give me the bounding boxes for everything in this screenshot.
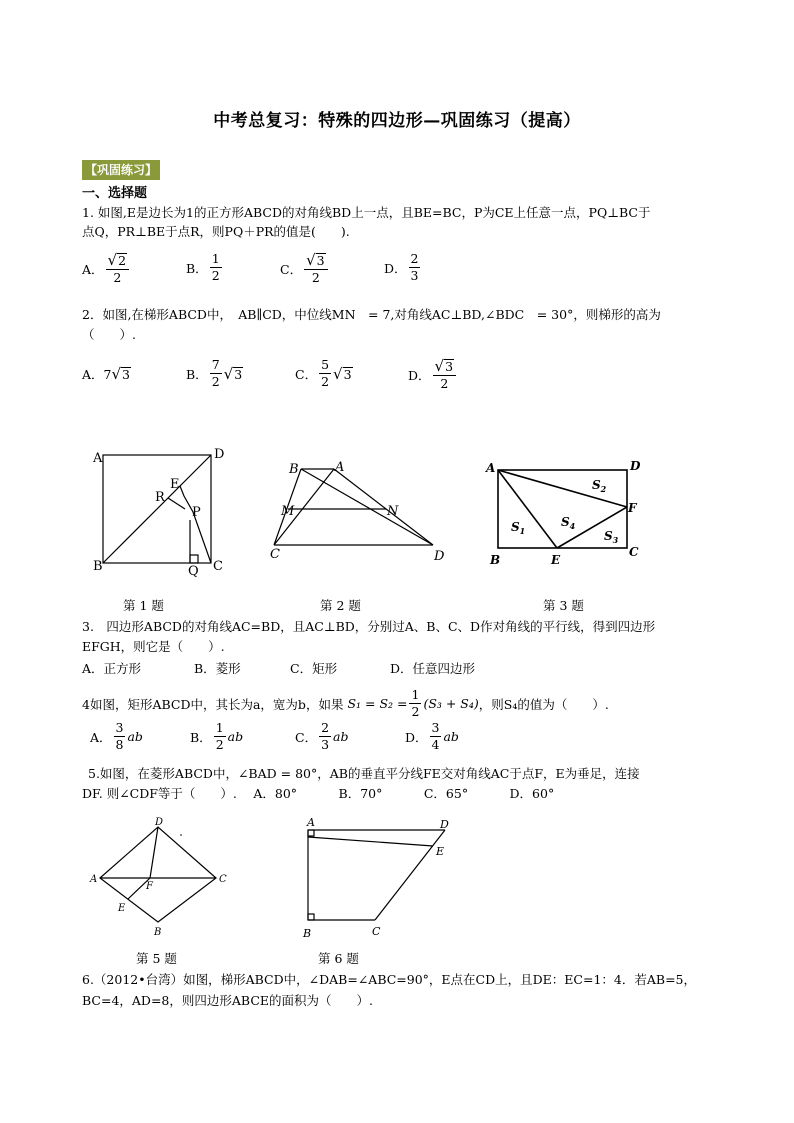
- fig3-label-s3: $S_3$: [604, 529, 619, 545]
- fig2-label-m: M: [281, 504, 295, 519]
- figure-6: [308, 830, 445, 920]
- q4-option-b: [190, 721, 243, 752]
- numerator: 3: [431, 720, 440, 735]
- radicand: 3: [316, 253, 325, 268]
- fig1-right-angle-mark: [190, 555, 198, 563]
- q5-line2: DF. 则∠CDF等于（ ）. A．80° B．70° C．65° D．60°: [82, 786, 555, 801]
- numerator: 7: [211, 357, 220, 372]
- fig1-label-r: R: [155, 490, 165, 505]
- variable: ab: [127, 729, 143, 744]
- fig2-caption: 第 2 题: [320, 598, 361, 613]
- fraction: √ 3 2: [304, 252, 328, 285]
- option-label: A．: [82, 261, 104, 277]
- q4-option-d: [405, 721, 459, 752]
- fig2-labels: [270, 460, 445, 564]
- q2-option-a: A． 7 √ 3: [82, 365, 130, 383]
- fig5-caption: 第 5 题: [136, 951, 177, 966]
- denominator: 2: [215, 737, 224, 752]
- q3-option-b: B．菱形: [194, 661, 241, 676]
- q2-option-c: C． $\frac{5}{2}$ √ 3: [295, 357, 352, 389]
- fig3-label-s4: $S_4$: [561, 515, 576, 531]
- option-label: B．: [186, 260, 208, 276]
- denominator: 8: [115, 737, 124, 752]
- q3-line2: EFGH，则它是（ ）.: [82, 639, 225, 654]
- denominator: 2: [211, 268, 220, 283]
- fig5-label-a: A: [90, 874, 98, 885]
- fig6-label-b: B: [303, 927, 312, 940]
- q4-equation-tail: (S₃ + S₄): [423, 696, 479, 711]
- radicand: 3: [445, 359, 454, 374]
- fig3-segment-ae: [498, 470, 557, 548]
- q2-line2: （ ）.: [82, 327, 136, 342]
- fig6-caption: 第 6 题: [318, 951, 359, 966]
- fig1-label-d: D: [214, 447, 225, 462]
- fig6-label-c: C: [372, 925, 381, 938]
- q5-line1: 5.如图，在菱形ABCD中，∠BAD = 80°，AB的垂直平分线FE交对角线AC于点F，E为垂足，连接: [88, 766, 640, 781]
- denominator: 2: [411, 704, 420, 719]
- q2-option-b: B． $\frac{7}{2}$ √ 3: [186, 357, 243, 389]
- fig6-right-angle-a: [308, 830, 314, 836]
- option-label: C．: [295, 366, 318, 382]
- fig1-label-e: E: [170, 477, 180, 492]
- radicand: 2: [118, 253, 127, 268]
- fig3-label-s1: $S_1$: [511, 520, 526, 536]
- fraction: [409, 688, 421, 719]
- q6-line1: 6.（2012•台湾）如图，梯形ABCD中，∠DAB=∠ABC=90°，E点在CD上，且DE：EC=1：4．若AB=5，: [82, 972, 697, 987]
- denominator: 2: [311, 270, 320, 285]
- fraction: √ 2 2: [106, 252, 130, 285]
- denominator: 2: [440, 376, 449, 391]
- fig3-label-d: D: [630, 459, 641, 473]
- section-heading: 一、选择题: [82, 186, 148, 201]
- numerator: 2: [321, 720, 330, 735]
- q3-option-c: C．矩形: [290, 661, 338, 676]
- fig3-label-s2: $S_2$: [592, 478, 607, 494]
- numerator: 1: [411, 687, 420, 702]
- q6-line2: BC=4，AD=8，则四边形ABCE的面积为（ ）.: [82, 993, 373, 1008]
- fig6-label-a: A: [307, 816, 315, 829]
- fig2-label-b: B: [289, 462, 299, 477]
- q1-line2: 点Q，PR⊥BE于点R，则PQ＋PR的值是( ).: [82, 224, 350, 239]
- fig1-label-b: B: [93, 559, 103, 574]
- fraction: √ 3 2: [433, 358, 457, 391]
- fig3-label-b: B: [490, 553, 501, 567]
- option-label: C．: [280, 261, 303, 277]
- option-label: D．: [405, 729, 428, 745]
- variable: ab: [443, 729, 459, 744]
- fig2-diagonal-bd: [301, 469, 433, 545]
- fig5-label-f: F: [146, 881, 153, 892]
- fig6-label-d: D: [440, 818, 449, 831]
- q4-line: [82, 688, 609, 719]
- fig1-labels: [92, 447, 224, 579]
- numerator: 5: [321, 357, 330, 372]
- fig5-label-b: B: [154, 927, 162, 938]
- radicand: 3: [122, 367, 130, 382]
- fig3-label-f: F: [628, 501, 637, 515]
- fig3-caption: 第 3 题: [543, 598, 584, 613]
- option-label: C．: [295, 729, 318, 745]
- numerator: 1: [211, 251, 220, 266]
- fig5-label-d: D: [155, 817, 164, 828]
- radicand: 3: [234, 366, 243, 382]
- fig3-label-a: A: [486, 461, 496, 475]
- q2-line1: 2．如图,在梯形ABCD中， AB∥CD，中位线MN = 7,对角线AC⊥BD,∠BDC = 30°，则梯形的高为: [82, 307, 661, 322]
- fig2-label-c: C: [270, 547, 280, 562]
- q4-option-a: [90, 721, 143, 752]
- q3-line1: 3. 四边形ABCD的对角线AC=BD，且AC⊥BD，分别过A、B、C、D作对角线的平行线，得到四边形: [82, 619, 656, 634]
- option-label: B．: [186, 366, 208, 382]
- q4-option-c: [295, 721, 349, 752]
- fig1-segment-ce: [180, 486, 211, 563]
- numerator: 1: [215, 720, 224, 735]
- figure-2: [274, 469, 433, 545]
- numerator: 3: [115, 720, 124, 735]
- fig3-label-e: E: [551, 553, 561, 567]
- fig6-side-cd: [375, 830, 445, 920]
- variable: ab: [333, 729, 349, 744]
- option-label: D．: [384, 260, 407, 276]
- q1-line1: 1. 如图,E是边长为1的正方形ABCD的对角线BD上一点，且BE=BC，P为CE上任意一点，PQ⊥BC于: [82, 205, 651, 220]
- fig5-dot: [180, 834, 182, 836]
- fig5-segment-df: [150, 827, 158, 878]
- option-label: A．: [90, 729, 112, 745]
- fig5-label-e: E: [118, 903, 126, 914]
- denominator: 4: [431, 737, 440, 752]
- fig3-label-c: C: [629, 545, 639, 559]
- coefficient: 7: [103, 366, 112, 382]
- fig6-labels: [302, 816, 449, 940]
- q3-option-d: D．任意四边形: [390, 661, 476, 676]
- q4-text-pre: 4如图，矩形ABCD中，其长为a，宽为b，如果: [82, 696, 344, 712]
- denominator: 2: [321, 374, 330, 389]
- denominator: 3: [410, 268, 419, 283]
- option-label: A．: [82, 367, 104, 382]
- fig3-segment-af: [498, 470, 627, 507]
- option-label: B．: [190, 729, 212, 745]
- fig6-right-angle-b: [308, 914, 314, 920]
- q3-option-a: A．正方形: [82, 661, 142, 676]
- denominator: 3: [321, 737, 330, 752]
- fig1-caption: 第 1 题: [123, 598, 164, 613]
- fig2-label-n: N: [387, 504, 399, 519]
- fig1-label-a: A: [93, 451, 103, 466]
- fig5-label-c: C: [219, 874, 227, 885]
- fig6-label-e: E: [436, 845, 445, 858]
- denominator: 2: [113, 270, 122, 285]
- fig6-segment-ae: [308, 837, 433, 846]
- q4-equation: S₁ = S₂ =: [347, 696, 408, 711]
- fig1-label-p: P: [192, 505, 201, 520]
- page-title: 中考总复习：特殊的四边形—巩固练习（提高）: [213, 111, 581, 131]
- fig1-label-q: Q: [188, 564, 199, 579]
- fig2-label-a: A: [335, 460, 345, 475]
- denominator: 2: [211, 374, 220, 389]
- fig1-segment-pr: [168, 498, 185, 509]
- fig1-label-c: C: [213, 559, 223, 574]
- fig2-label-d: D: [434, 549, 445, 564]
- q4-text-post: ，则S₄的值为（ ）.: [478, 696, 609, 712]
- variable: ab: [227, 729, 244, 744]
- option-label: D．: [408, 367, 431, 383]
- section-tag: 【巩固练习】: [82, 160, 160, 180]
- radicand: 3: [343, 366, 352, 382]
- fig2-side-ad: [334, 469, 433, 545]
- numerator: 2: [410, 251, 419, 266]
